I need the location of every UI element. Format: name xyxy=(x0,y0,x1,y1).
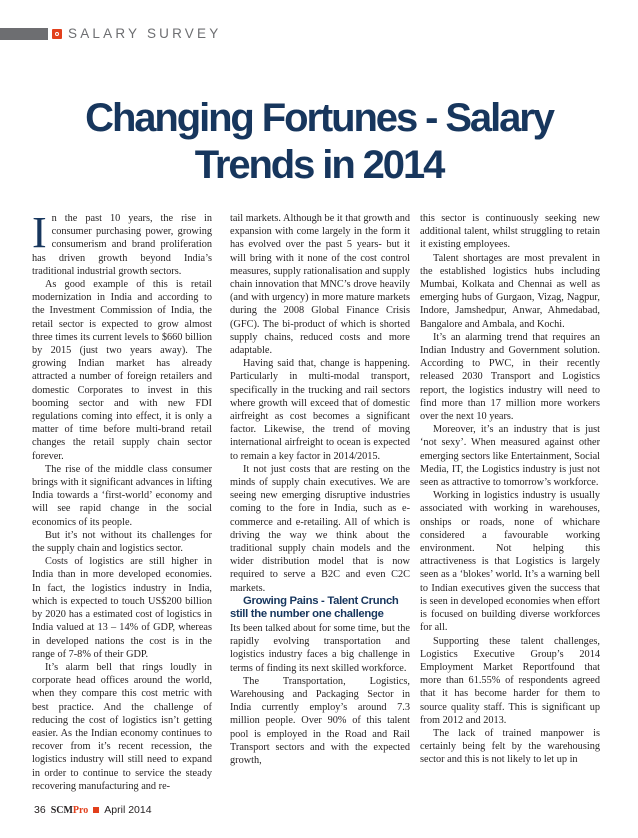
paragraph: As good example of this is retail modernization in India and according to the Investment Commission of India, the retail sector is expected to grow almost three times its current levels to $660 billion by 2015 (just two years away). The growing Indian market has already attracted a number of foreign retailers and domestic Corporates to invest in this booming sector and with new FDI regulations coming into effect, it is only a matter of time before multi-brand retail changes the retail supply chain sector forever. xyxy=(32,279,212,462)
body-column-3 xyxy=(420,212,600,767)
body-column-2 xyxy=(230,212,410,767)
header-bar xyxy=(0,28,48,40)
paragraph: Having said that, change is happening. Particularly in multi-modal transport, specifically in the trucking and rail sectors where growth will exceed that of domestic airfreight as cost becomes a significant factor. Likewise, the trend of moving international airfreight to ocean is expected to remain a key factor in 2014/2015. xyxy=(230,358,410,462)
section-subheading: Growing Pains - Talent Crunch still the number one challenge xyxy=(230,594,399,621)
paragraph: But it’s not without its challenges for the supply chain and logistics sector. xyxy=(32,529,212,555)
section-marker-icon xyxy=(52,29,62,39)
paragraph: Talent shortages are most prevalent in the established logistics hubs including Mumbai, Kolkata and Chennai as well as emerging hubs of Gurgaon, Vizag, Nagpur, Indore, Jamshedpur, Anwar, Ahmedabad, Bangalore and Ambala, and Kochi. xyxy=(420,252,600,330)
article-title-line-1: Changing Fortunes - Salary xyxy=(85,96,553,140)
paragraph: Its been talked about for some time, but the rapidly evolving transportation and logistics industry faces a big challenge in terms of finding its next skilled workforce. xyxy=(230,622,410,674)
paragraph: tail markets. Although be it that growth and expansion with come largely in the form it has evolved over the past 5 years- but it will bring with it none of the cost control measures, supply rationalisation and supply chain innovation that MNC’s drove heavily (and with urgency) in more mature markets during the 2008 Global Finance Crisis (GFC). The bi-product of which is shorted supply chains, reduced costs and more adaptable. xyxy=(230,213,410,357)
paragraph-text: n the past 10 years, the rise in consumer purchasing power, growing consumerism and brand proliferation has driven growth beyond India’s traditional industrial growth sectors. xyxy=(32,213,212,277)
paragraph xyxy=(32,208,212,278)
paragraph: Supporting these talent challenges, Logistics Executive Group’s 2014 Employment Market Reportfound that more than 61.55% of respondents agreed that it has become harder for them to source quality staff. This is significant up from 2012 and 2013. xyxy=(420,635,600,726)
article-title-line-2: Trends in 2014 xyxy=(194,143,444,187)
section-label: SALARY SURVEY xyxy=(68,26,222,41)
magazine-logo xyxy=(51,805,89,816)
page-number: 36 xyxy=(34,804,46,816)
paragraph: The lack of trained manpower is certainly being felt by the warehousing sector and this is not likely to let up in xyxy=(420,727,600,766)
footer-square-icon xyxy=(93,807,99,813)
paragraph: this sector is continuously seeking new additional talent, whilst struggling to retain it existing employees. xyxy=(420,213,600,251)
drop-cap: I xyxy=(32,208,47,257)
page-footer xyxy=(34,804,152,816)
paragraph: Moreover, it’s an industry that is just ‘not sexy’. When measured against other emerging sectors like Entertainment, Social Media, IT, the Logistics industry is just not seen as attractive to tomorrow’s workforce. xyxy=(420,424,600,489)
paragraph: It’s alarm bell that rings loudly in corporate head offices around the world, when they compare this cost metric with best practice. And the challenge of reducing the cost of logistics isn’t getting easier. As the Indian economy continues to recover from it’s recent recession, the logistics industry will still need to expand in order to continue to service the steady recovering manufacturing and re- xyxy=(32,661,212,792)
issue-date: April 2014 xyxy=(104,804,152,816)
paragraph: Costs of logistics are still higher in India than in more developed economies. In fact, the logistics industry in India, which is expected to touch US$200 billion by 2020 has a estimated cost of logistics in India valued at 13 – 14% of GDP, whereas in developed nations the cost is in the range of 7-8% of their GDP. xyxy=(32,556,212,660)
paragraph: Working in logistics industry is usually associated with working in warehouses, onships or roads, none of whichare considered a favourable working environment. Not helping this attractiveness is that Logistics is largely seen as a ‘blokes’ world. It’s a warning bell to Indian executives given the success that is seen in developed economies when effort is focused on building diverse workforces for all. xyxy=(420,490,600,634)
logo-main-text: SCM xyxy=(50,804,73,816)
paragraph: It’s an alarming trend that requires an Indian Industry and Government solution. According to PWC, in their recently released 2030 Transport and Logistics report, the logistics industry will need to find more than 17 million more workers over the next 10 years. xyxy=(420,331,600,423)
paragraph: The rise of the middle class consumer brings with it significant advances in lifting India towards a ‘first-world’ economy and will see rapid change in the social economics of its people. xyxy=(32,463,212,528)
article-title xyxy=(0,95,638,189)
logo-accent-text: Pro xyxy=(72,804,89,816)
paragraph: It not just costs that are resting on the minds of supply chain executives. We are seeing new emerging disruptive industries coming to the fore in India, such as e-commerce and e-retailing. All of which is driving the way we think about the traditional supply chain models and the wider distribution model that is now required to serve a B2C and even C2C markets. xyxy=(230,463,410,594)
paragraph: The Transportation, Logistics, Warehousing and Packaging Sector in India currently employ’s around 7.3 million people. Over 90% of this talent pool is employed in the Road and Rail Transport sectors and with the expected growth, xyxy=(230,675,410,766)
body-column-1 xyxy=(32,208,212,793)
